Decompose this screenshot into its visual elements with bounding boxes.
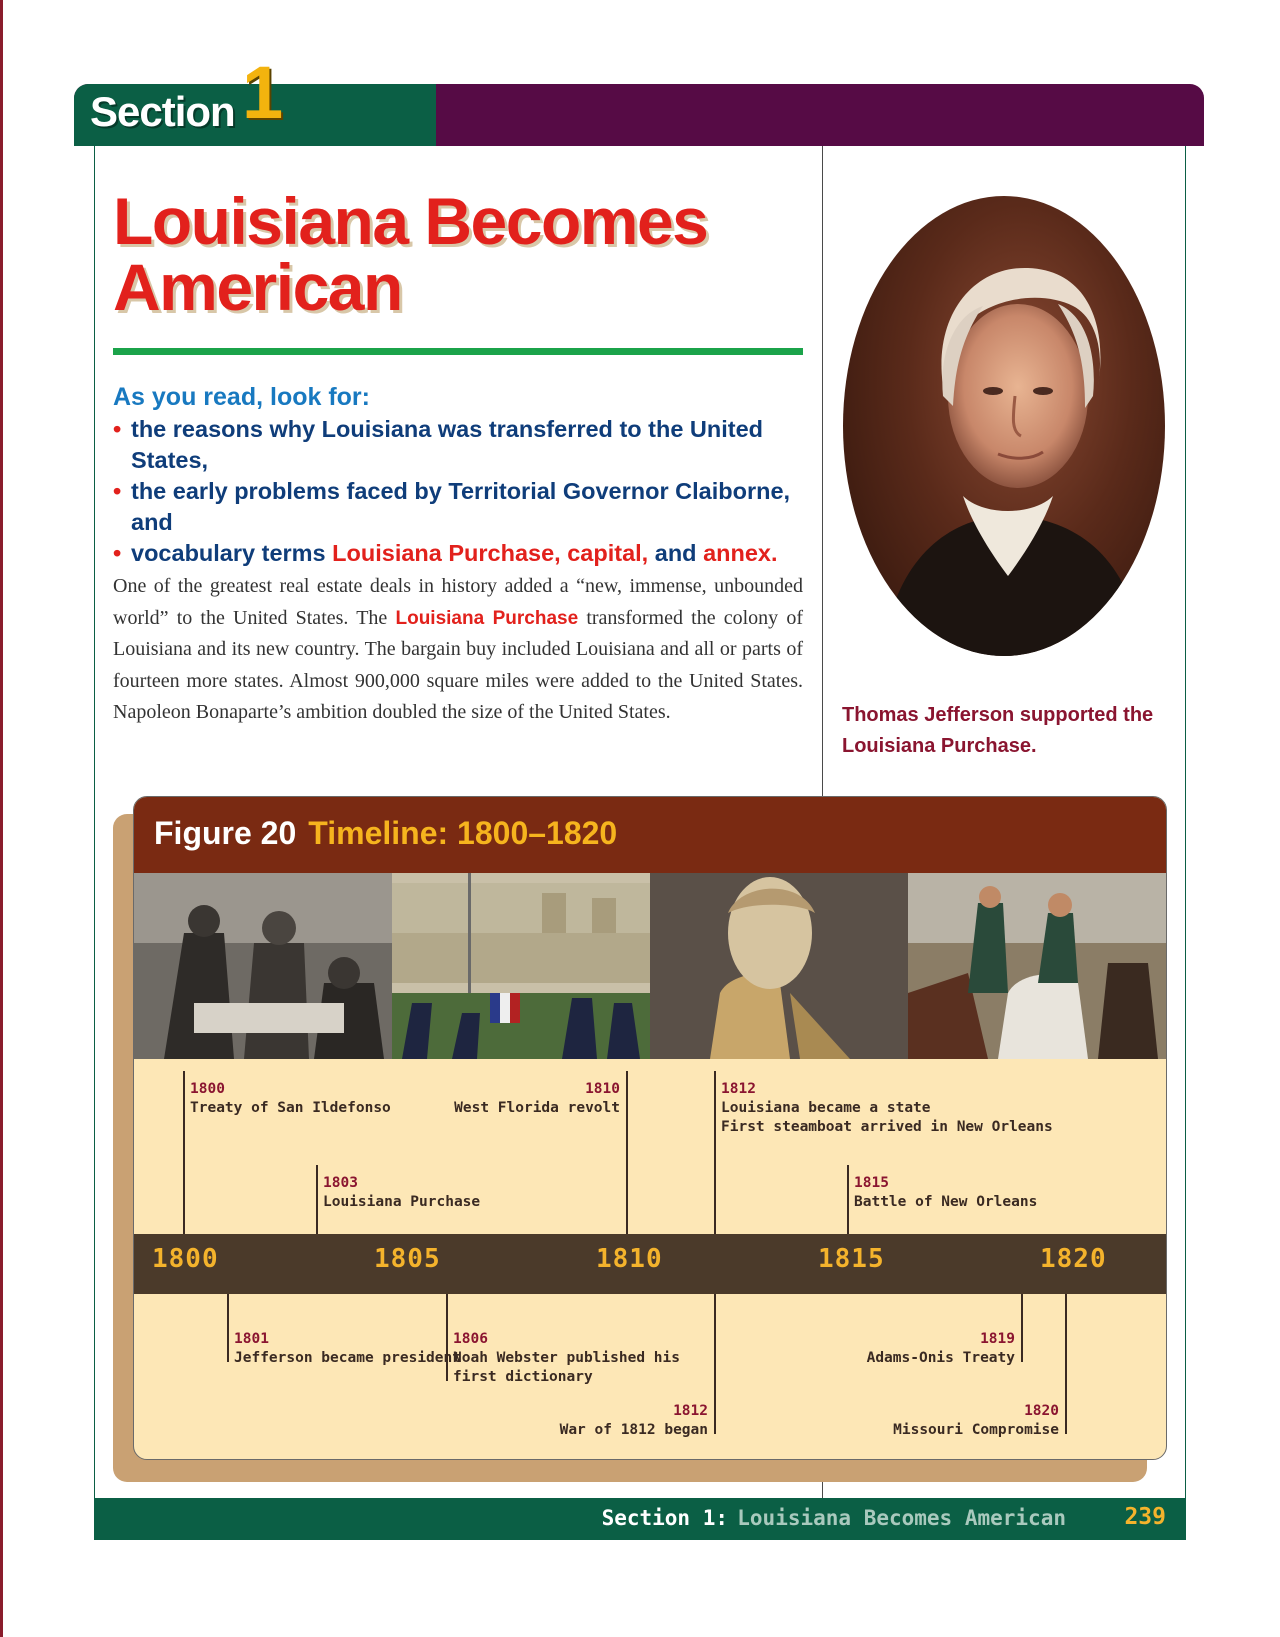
- vocab-terms-1: Louisiana Purchase, capital,: [332, 540, 649, 566]
- event-1812-war-year: 1812: [673, 1403, 708, 1419]
- event-1803: [323, 1174, 480, 1212]
- read-bullet-3-prefix: vocabulary terms: [131, 540, 333, 566]
- section-number: 1: [242, 51, 284, 134]
- title-rule: [113, 348, 803, 355]
- event-1819-text: Adams-Onis Treaty: [866, 1350, 1015, 1366]
- read-bullets: [113, 414, 813, 569]
- photo-treaty-signing: [134, 873, 392, 1059]
- vocab-terms-2: annex.: [703, 540, 778, 566]
- figure-label: Figure 20: [154, 815, 297, 851]
- body-part-1: One of the greatest real estate deals in history added a “new, immense, unbounded world” to the United States. The: [113, 575, 803, 629]
- event-1812-steamboat-text: First steamboat arrived in New Orleans: [721, 1119, 1053, 1135]
- page-title-line2: American: [113, 250, 402, 324]
- figure-subtitle: Timeline: 1800–1820: [308, 815, 618, 851]
- footer-section-title: Louisiana Becomes American: [737, 1506, 1066, 1530]
- body-paragraph: [113, 571, 803, 729]
- tick-1815-top: [847, 1165, 849, 1234]
- event-1812-state: [721, 1080, 1053, 1137]
- frame-right-line: [1185, 146, 1186, 1498]
- scale-year-1820: 1820: [1040, 1244, 1107, 1274]
- event-1810: [454, 1080, 620, 1118]
- tick-1812-top: [714, 1071, 716, 1234]
- scale-year-1815: 1815: [818, 1244, 885, 1274]
- event-1800-year: 1800: [190, 1081, 225, 1097]
- section-label: Section: [90, 88, 235, 135]
- read-heading: As you read, look for:: [113, 383, 370, 411]
- page-number: 239: [1124, 1504, 1166, 1530]
- column-divider: [822, 146, 823, 796]
- event-1803-year: 1803: [323, 1175, 358, 1191]
- jefferson-portrait-illustration: [843, 196, 1165, 656]
- event-1806: [453, 1330, 680, 1387]
- event-1800-text: Treaty of San Ildefonso: [190, 1100, 391, 1116]
- event-1803-text: Louisiana Purchase: [323, 1194, 481, 1210]
- photo-battle-new-orleans: [908, 873, 1166, 1059]
- scale-year-1805: 1805: [374, 1244, 441, 1274]
- vocab-louisiana-purchase: Louisiana Purchase: [395, 607, 579, 629]
- event-1806-text: Noah Webster published his: [453, 1350, 680, 1366]
- figure-title: [154, 815, 617, 852]
- page-edge-line: [0, 0, 3, 1637]
- event-1819-year: 1819: [980, 1331, 1015, 1347]
- page-title-line1: Louisiana Becomes: [113, 184, 708, 258]
- event-1810-year: 1810: [585, 1081, 620, 1097]
- tick-1819-bottom: [1021, 1294, 1023, 1362]
- event-1820: [893, 1402, 1059, 1440]
- portrait-caption: Thomas Jefferson supported the Louisiana Purchase.: [842, 704, 1154, 757]
- footer-section-label: Section 1:: [601, 1506, 728, 1530]
- event-1819: [867, 1330, 1015, 1368]
- jefferson-portrait: [843, 196, 1165, 656]
- event-1815-text: Battle of New Orleans: [854, 1194, 1038, 1210]
- scale-year-1810: 1810: [596, 1244, 663, 1274]
- event-1812-state-year: 1812: [721, 1081, 756, 1097]
- event-1801-text: Jefferson became president: [234, 1350, 461, 1366]
- event-1810-text: West Florida revolt: [454, 1100, 620, 1116]
- scale-year-1800: 1800: [152, 1244, 219, 1274]
- tick-1820-bottom: [1065, 1294, 1067, 1434]
- figure-header: [134, 797, 1166, 873]
- event-1812-war-text: War of 1812 began: [559, 1422, 708, 1438]
- tick-1801-bottom: [227, 1294, 229, 1362]
- body-part-2: transformed the colony of Louisiana and its new country. The bargain buy included Louisiana and all or parts of fourteen more states. Almost 900,000 square miles were added to the United States. Napoleon Bonaparte’s ambition doubled the size of the United States.: [113, 606, 804, 723]
- tick-1812-bottom: [714, 1294, 716, 1434]
- event-1806-text2: first dictionary: [453, 1369, 593, 1385]
- timeline-figure: [133, 796, 1167, 1460]
- read-bullet-3-and: and: [648, 540, 704, 566]
- event-1806-year: 1806: [453, 1331, 488, 1347]
- tick-1803-top: [316, 1165, 318, 1234]
- photo-statue-bust: [650, 873, 908, 1059]
- read-bullet-1: • the reasons why Louisiana was transferred to the United States,: [113, 414, 813, 476]
- timeline-photo-strip: [134, 873, 1166, 1059]
- event-1812-war: [560, 1402, 708, 1440]
- event-1815: [854, 1174, 1037, 1212]
- read-bullet-3: [113, 538, 813, 569]
- page-footer: [94, 1498, 1186, 1540]
- event-1815-year: 1815: [854, 1175, 889, 1191]
- photo-flag-ceremony: [392, 873, 650, 1059]
- event-1800: [190, 1080, 391, 1118]
- tick-1810-top: [626, 1071, 628, 1234]
- read-bullet-2: • the early problems faced by Territorial Governor Claiborne, and: [113, 476, 813, 538]
- frame-left-line: [94, 146, 95, 1498]
- event-1820-text: Missouri Compromise: [893, 1422, 1059, 1438]
- tick-1800-top: [183, 1071, 185, 1234]
- event-1812-state-text: Louisiana became a state: [721, 1100, 931, 1116]
- event-1801: [234, 1330, 461, 1368]
- event-1801-year: 1801: [234, 1331, 269, 1347]
- page-title: [113, 184, 813, 324]
- event-1820-year: 1820: [1024, 1403, 1059, 1419]
- timeline-scale-bar: [134, 1234, 1166, 1294]
